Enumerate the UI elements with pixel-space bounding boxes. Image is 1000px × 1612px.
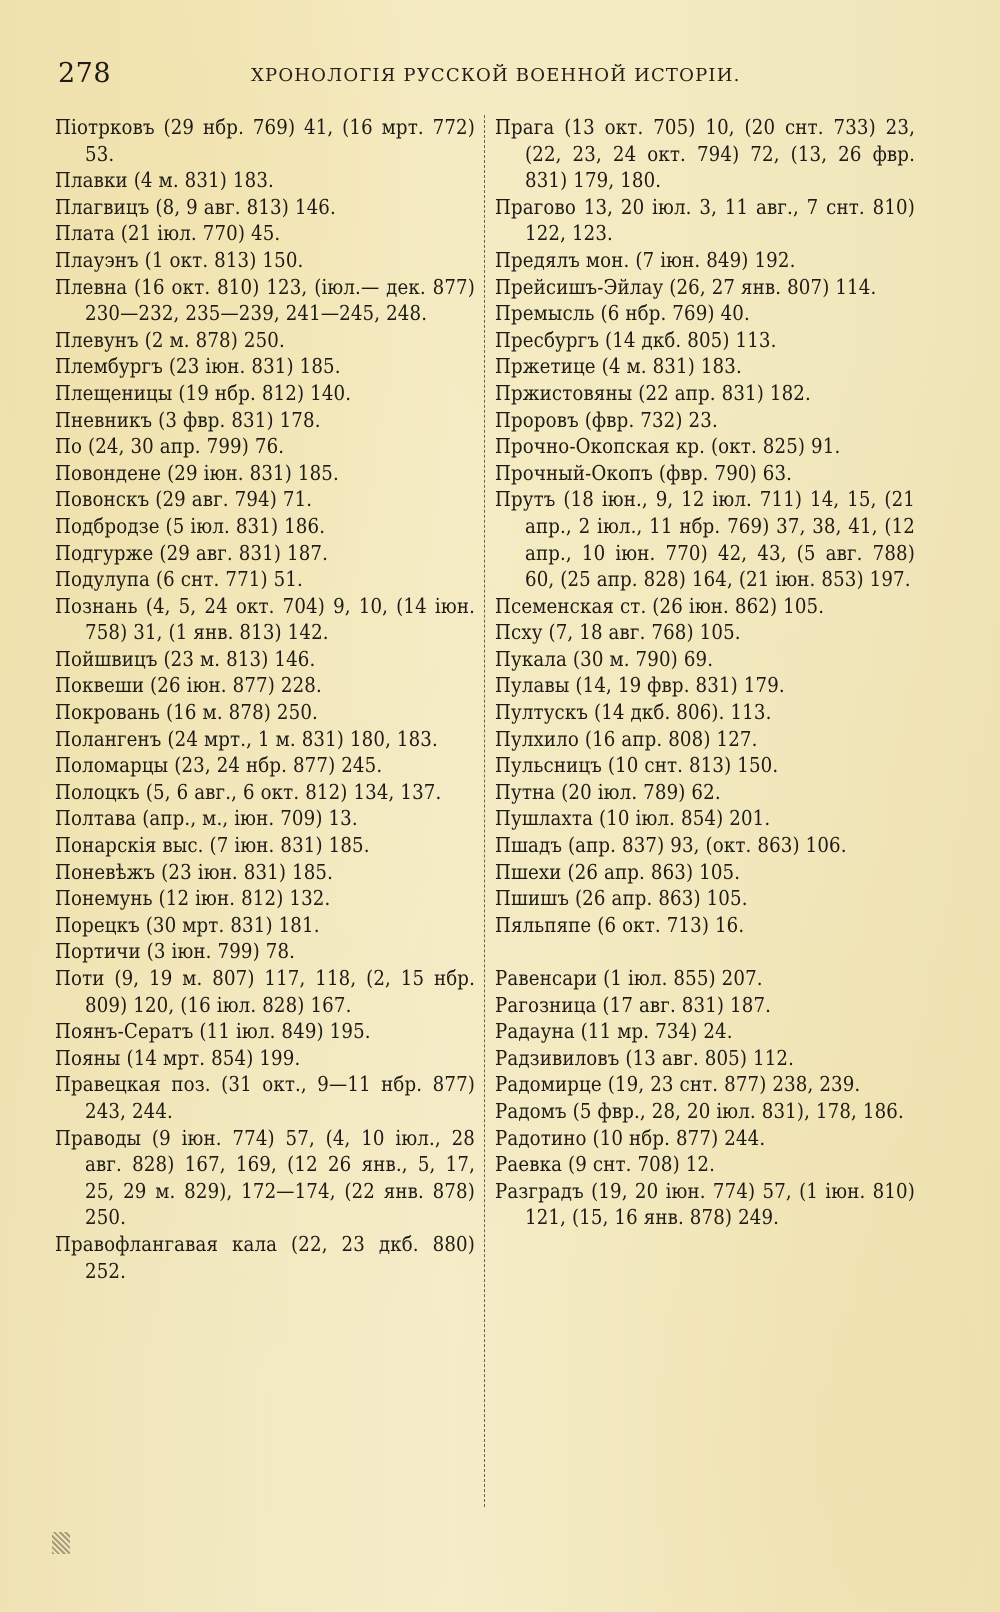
entry-headword: Плата [55, 221, 115, 246]
entry-headword: Плауэнъ [55, 247, 139, 272]
entry-headword: Понемунь [55, 886, 153, 911]
entry-references: (23 м. 813) 146. [157, 646, 316, 671]
index-entry [55, 726, 475, 753]
entry-references: (5, 6 авг., 6 окт. 812) 134, 137. [139, 779, 442, 804]
page-header [58, 52, 928, 92]
index-entry [495, 779, 915, 806]
index-entry [55, 805, 475, 832]
entry-headword: Пушлахта [495, 806, 594, 831]
entry-references: (2 м. 878) 250. [138, 327, 285, 352]
print-blemish-icon [52, 1532, 70, 1554]
entry-references: (16 окт. 810) 123, (іюл.— дек. 877) 230—232, 235—239, 241—245, 248. [85, 274, 475, 326]
entry-references: (19 нбр. 812) 140. [172, 380, 352, 405]
entry-headword: Радотино [495, 1125, 587, 1150]
index-column-left [55, 114, 475, 1284]
entry-headword: Пресбургъ [495, 327, 600, 352]
entry-headword: Радомъ [495, 1098, 567, 1123]
entry-references: (29 іюн. 831) 185. [161, 460, 339, 485]
index-entry [55, 486, 475, 513]
entry-references: (31 окт., 9—11 нбр. 877) 243, 244. [85, 1072, 476, 1123]
entry-references: (фвр. 732) 23. [578, 407, 718, 432]
entry-references: (5 фвр., 28, 20 іюл. 831), 178, 186. [566, 1098, 904, 1123]
index-entry [55, 194, 475, 221]
entry-references: (3 фвр. 831) 178. [152, 407, 321, 432]
entry-headword: По [55, 434, 83, 459]
index-column-right [495, 114, 915, 1231]
index-entry [55, 460, 475, 487]
entry-references: (29 авг. 831) 187. [153, 540, 329, 565]
entry-references: (22, 23 дкб. 880) 252. [85, 1231, 475, 1283]
entry-headword: Пулавы [495, 673, 570, 698]
entry-headword: Прагово [495, 194, 576, 219]
entry-headword: Предялъ мон. [495, 247, 630, 272]
index-entry [495, 1125, 915, 1152]
entry-headword: Поти [55, 966, 105, 990]
index-entry [55, 752, 475, 779]
index-entry [495, 619, 915, 646]
entry-headword: Рагозница [495, 992, 597, 1017]
entry-headword: Проровъ [495, 407, 579, 432]
entry-references: (30 мрт. 831) 181. [139, 912, 320, 937]
entry-references: (фвр. 790) 63. [653, 460, 793, 485]
entry-references: (11 мр. 734) 24. [574, 1019, 733, 1044]
entry-headword: Раевка [495, 1152, 563, 1177]
entry-headword: Псеменская ст. [495, 593, 647, 618]
entry-references: (9 іюн. 774) 57, (4, 10 іюл., 28 авг. 828) 167, 169, (12 26 янв., 5, 17, 25, 29 м. 829), 172—174, (22 янв. 878) 250. [85, 1125, 475, 1230]
index-entry [55, 1045, 475, 1072]
column-divider [484, 115, 485, 1507]
entry-headword: Радзивиловъ [495, 1045, 620, 1070]
entry-headword: Правофлангавая кала [55, 1231, 278, 1256]
entry-references: (8, 9 авг. 813) 146. [149, 194, 336, 219]
entry-references: (14, 19 фвр. 831) 179. [569, 673, 785, 698]
entry-references: 13, 20 іюл. 3, 11 авг., 7 снт. 810) 122, 123. [525, 194, 915, 246]
index-entry [495, 1045, 915, 1072]
index-entry [495, 912, 915, 939]
entry-references: (26 іюн. 862) 105. [646, 593, 825, 618]
entry-references: (10 іюл. 854) 201. [593, 806, 771, 831]
entry-references: (26 апр. 863) 105. [561, 859, 741, 884]
entry-references: (20 іюл. 789) 62. [555, 779, 721, 804]
index-entry [495, 1151, 915, 1178]
index-entry [55, 1125, 475, 1231]
index-entry [495, 300, 915, 327]
entry-headword: Правецкая поз. [55, 1072, 211, 1097]
index-entry [55, 885, 475, 912]
index-entry [55, 167, 475, 194]
entry-references: (14 дкб. 805) 113. [599, 327, 777, 352]
index-entry [495, 274, 915, 301]
running-title: ХРОНОЛОГІЯ РУССКОЙ ВОЕННОЙ ИСТОРІИ. [251, 65, 741, 86]
entry-headword: Пулхило [495, 726, 579, 751]
index-entry [495, 1018, 915, 1045]
index-entry [495, 114, 915, 194]
entry-references: (апр. 837) 93, (окт. 863) 106. [562, 833, 847, 858]
entry-references: (9 снт. 708) 12. [562, 1152, 716, 1177]
entry-headword: Пойшвицъ [55, 646, 158, 671]
index-entry [495, 646, 915, 673]
index-entry [495, 194, 915, 247]
entry-references: (24, 30 апр. 799) 76. [82, 434, 285, 459]
index-entry [495, 726, 915, 753]
entry-references: (26 апр. 863) 105. [569, 886, 748, 911]
index-entry [55, 593, 475, 646]
entry-headword: Разградъ [495, 1178, 584, 1203]
entry-references: (16 апр. 808) 127. [578, 726, 758, 751]
entry-headword: Поневѣжъ [55, 859, 156, 884]
entry-headword: Пукала [495, 646, 567, 671]
entry-headword: Праводы [55, 1125, 142, 1150]
entry-references: (4, 5, 24 окт. 704) 9, 10, (14 іюн. 758) 31, (1 янв. 813) 142. [85, 593, 475, 645]
entry-references: (12 іюн. 812) 132. [152, 886, 331, 911]
index-entry [495, 593, 915, 620]
entry-references: (16 м. 878) 250. [160, 700, 318, 725]
entry-headword: Полтава [55, 806, 137, 831]
entry-headword: Прейсишъ-Эйлау [495, 274, 664, 299]
entry-references: (11 іюл. 849) 195. [193, 1019, 371, 1044]
entry-references: (23 іюн. 831) 185. [155, 859, 334, 884]
entry-references: (26 іюн. 877) 228. [144, 673, 322, 698]
index-entry [495, 327, 915, 354]
index-entry [55, 779, 475, 806]
entry-references: (9, 19 м. 807) 117, 118, (2, 15 нбр. 809) 120, (16 іюл. 828) 167. [85, 966, 475, 1017]
index-entry [495, 1098, 915, 1125]
index-entry [495, 1178, 915, 1231]
entry-references: (3 іюн. 799) 78. [140, 939, 296, 964]
entry-headword: Пржистовяны [495, 380, 633, 405]
entry-references: (30 м. 790) 69. [566, 646, 714, 671]
index-entry [55, 433, 475, 460]
index-entry [495, 832, 915, 859]
entry-headword: Поянъ-Сератъ [55, 1019, 194, 1044]
entry-headword: Пневникъ [55, 407, 153, 432]
index-entry [55, 327, 475, 354]
index-entry [495, 353, 915, 380]
entry-headword: Равенсари [495, 966, 598, 990]
index-entry [495, 805, 915, 832]
page-number: 278 [58, 58, 112, 89]
entry-references: (10 нбр. 877) 244. [586, 1125, 766, 1150]
entry-headword: Понарскія выс. [55, 833, 204, 858]
entry-headword: Полангенъ [55, 726, 162, 751]
entry-references: (13 окт. 705) 10, (20 снт. 733) 23, (22, 23, 24 окт. 794) 72, (13, 26 фвр. 831) 179, 180. [525, 115, 915, 193]
entry-headword: Подбродзе [55, 513, 160, 538]
entry-references: (23, 24 нбр. 877) 245. [168, 753, 383, 778]
index-entry [55, 114, 475, 167]
entry-headword: Плавки [55, 168, 128, 193]
entry-headword: Повонскъ [55, 487, 150, 512]
index-entry [495, 486, 915, 592]
index-entry [55, 566, 475, 593]
index-entry [55, 832, 475, 859]
index-entry [495, 859, 915, 886]
entry-references: (7 іюн. 831) 185. [203, 833, 370, 858]
entry-references: (22 апр. 831) 182. [632, 380, 811, 405]
section-gap [495, 938, 915, 965]
index-entry [495, 699, 915, 726]
entry-headword: Подгурже [55, 540, 154, 565]
entry-headword: Плембургъ [55, 354, 163, 379]
index-entry [55, 699, 475, 726]
index-entry [495, 407, 915, 434]
entry-references: (13 авг. 805) 112. [619, 1045, 795, 1070]
entry-headword: Пржетице [495, 354, 596, 379]
entry-headword: Пшадъ [495, 833, 563, 858]
entry-references: (1 окт. 813) 150. [138, 247, 304, 272]
entry-references: (19, 20 іюн. 774) 57, (1 іюн. 810) 121, (15, 16 янв. 878) 249. [525, 1178, 915, 1230]
entry-headword: Прочно-Окопская кр. [495, 434, 706, 459]
entry-headword: Портичи [55, 939, 141, 964]
index-entry [495, 885, 915, 912]
entry-headword: Премысль [495, 301, 595, 326]
index-entry [495, 433, 915, 460]
entry-headword: Пшехи [495, 859, 562, 884]
entry-headword: Пяльпяпе [495, 912, 592, 937]
entry-headword: Плевна [55, 274, 128, 299]
entry-headword: Поломарцы [55, 753, 169, 778]
entry-references: (29 нбр. 769) 41, (16 мрт. 772) 53. [85, 115, 475, 166]
index-entry [55, 965, 475, 1018]
entry-headword: Познань [55, 593, 138, 618]
index-entry [55, 938, 475, 965]
entry-headword: Подулупа [55, 567, 150, 592]
entry-headword: Поквеши [55, 673, 145, 698]
entry-references: (6 нбр. 769) 40. [594, 301, 750, 326]
index-entry [55, 859, 475, 886]
entry-references: (4 м. 831) 183. [127, 168, 274, 193]
index-entry [495, 752, 915, 779]
entry-headword: Пульсницъ [495, 753, 602, 778]
index-entry [495, 380, 915, 407]
entry-headword: Покровань [55, 700, 161, 725]
entry-headword: Пшишъ [495, 886, 570, 911]
index-entry [55, 274, 475, 327]
index-entry [55, 672, 475, 699]
index-entry [495, 1071, 915, 1098]
entry-references: (10 снт. 813) 150. [601, 753, 779, 778]
index-entry [55, 513, 475, 540]
index-entry [55, 912, 475, 939]
index-entry [55, 220, 475, 247]
entry-references: (21 іюл. 770) 45. [114, 221, 281, 246]
index-entry [55, 353, 475, 380]
entry-references: (17 авг. 831) 187. [596, 992, 772, 1017]
entry-references: (4 м. 831) 183. [595, 354, 742, 379]
entry-references: (7 іюн. 849) 192. [629, 247, 796, 272]
index-entry [55, 380, 475, 407]
entry-references: (23 іюн. 831) 185. [162, 354, 341, 379]
entry-references: (7, 18 авг. 768) 105. [542, 620, 741, 645]
entry-headword: Прага [495, 115, 555, 139]
entry-headword: Плагвицъ [55, 194, 150, 219]
entry-headword: Полоцкъ [55, 779, 140, 804]
index-entry [55, 1018, 475, 1045]
entry-references: (6 снт. 771) 51. [149, 567, 303, 592]
entry-references: (окт. 825) 91. [705, 434, 841, 459]
index-entry [55, 407, 475, 434]
entry-headword: Прутъ [495, 487, 556, 512]
entry-headword: Пултускъ [495, 700, 589, 725]
entry-headword: Псху [495, 620, 543, 645]
entry-references: (1 іюл. 855) 207. [597, 966, 763, 990]
index-entry [495, 992, 915, 1019]
index-entry [495, 672, 915, 699]
entry-headword: Пояны [55, 1045, 121, 1070]
index-entry [55, 646, 475, 673]
entry-headword: Прочный-Окопъ [495, 460, 653, 485]
entry-headword: Радомирце [495, 1072, 602, 1097]
index-entry [495, 247, 915, 274]
entry-headword: Піотрковъ [55, 115, 155, 139]
entry-references: (24 мрт., 1 м. 831) 180, 183. [161, 726, 438, 751]
index-entry [55, 540, 475, 567]
index-entry [55, 1071, 475, 1124]
entry-headword: Радауна [495, 1019, 575, 1044]
index-entry [55, 247, 475, 274]
entry-headword: Повондене [55, 460, 162, 485]
entry-references: (5 іюл. 831) 186. [159, 513, 326, 538]
entry-references: (14 дкб. 806). 113. [588, 700, 772, 725]
entry-references: (апр., м., іюн. 709) 13. [136, 806, 358, 831]
entry-headword: Путна [495, 779, 556, 804]
entry-references: (6 окт. 713) 16. [591, 912, 745, 937]
entry-references: (29 авг. 794) 71. [149, 487, 313, 512]
entry-references: (18 іюн., 9, 12 іюл. 711) 14, 15, (21 апр., 2 іюл., 11 нбр. 769) 37, 38, 41, (12 апр., 10 іюн. 770) 42, 43, (5 авг. 788) 60, (25 апр. 828) 164, (21 іюн. 853) 197. [525, 487, 915, 592]
entry-references: (14 мрт. 854) 199. [120, 1045, 301, 1070]
index-entry [495, 965, 915, 992]
entry-references: (19, 23 снт. 877) 238, 239. [601, 1072, 861, 1097]
entry-references: (26, 27 янв. 807) 114. [663, 274, 877, 299]
entry-headword: Плещеницы [55, 380, 173, 405]
entry-headword: Плевунъ [55, 327, 139, 352]
entry-headword: Порецкъ [55, 912, 140, 937]
index-entry [495, 460, 915, 487]
index-entry [55, 1231, 475, 1284]
